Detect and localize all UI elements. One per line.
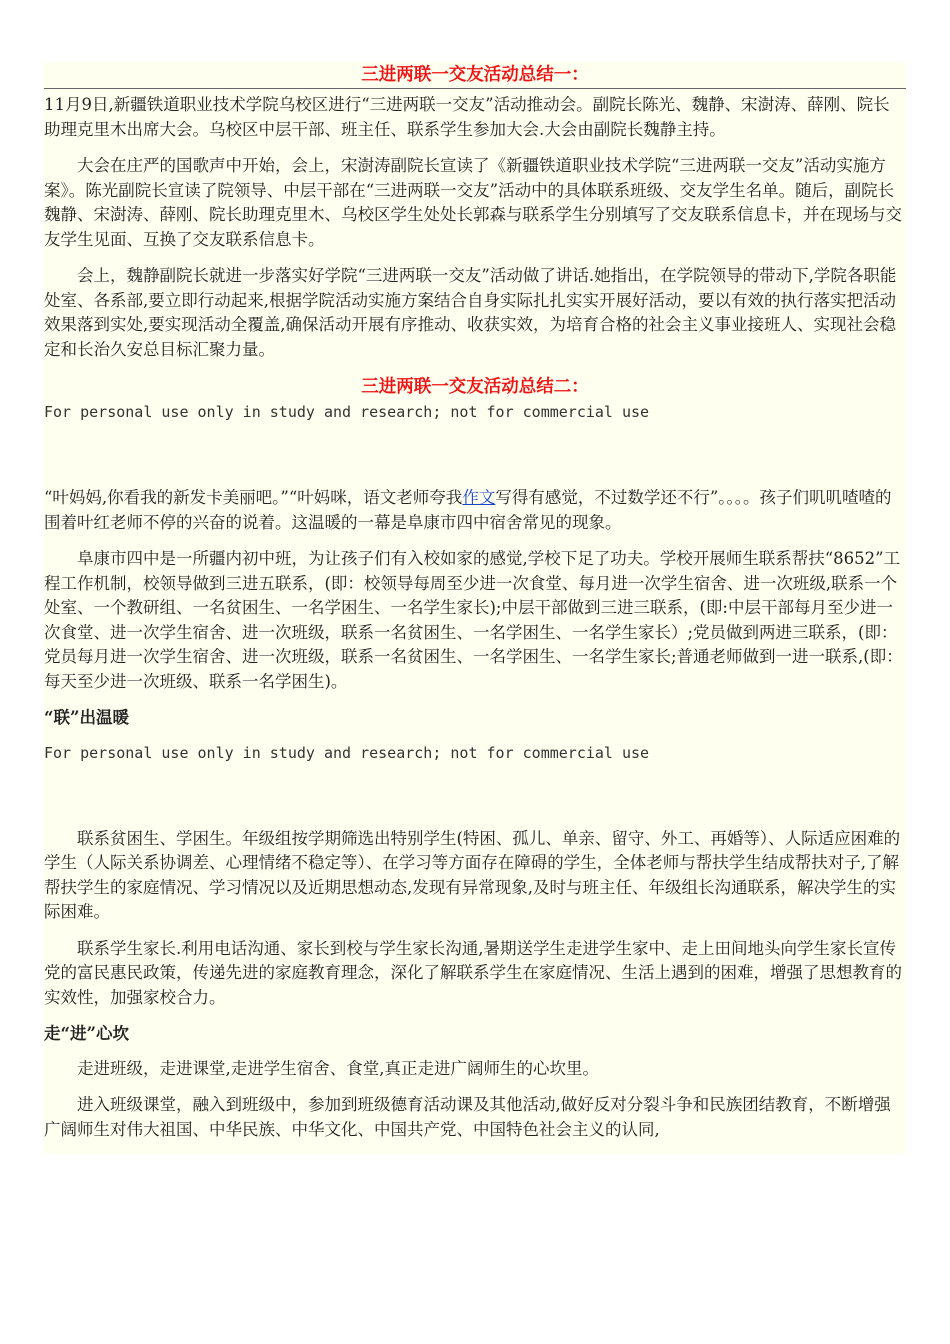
subheading-jin: 走“进”心坎	[44, 1024, 129, 1043]
jin-paragraph-2: 进入班级课堂，融入到班级中，参加到班级德育活动课及其他活动,做好反对分裂斗争和民族团结教育，不断增强广阔师生对伟大祖国、中华民族、中华文化、中国共产党、中国特色社会主义的认同,	[44, 1095, 891, 1139]
disclaimer-text-2: For personal use only in study and research; not for commercial use	[44, 743, 650, 762]
parents-paragraph: 联系学生家长.利用电话沟通、家长到校与学生家长沟通,暑期送学生走进学生家中、走上田间地头向学生家长宣传党的富民惠民政策，传递先进的家庭教育理念，深化了解联系学生在家庭情况、生活上遇到的困难，增强了思想教育的实效性，加强家校合力。	[44, 938, 902, 1007]
disclaimer-text: For personal use only in study and research; not for commercial use	[44, 403, 650, 421]
heading-divider	[44, 88, 906, 89]
section1-paragraph-1: 11月9日,新疆铁道职业技术学院乌校区进行“三进两联一交友”活动推动会。副院长陈光、魏静、宋澍涛、薛刚、院长助理克里木出席大会。乌校区中层干部、班主任、联系学生参加大会.大会由副院长魏静主持。	[44, 95, 890, 139]
poor-students-paragraph: 联系贫困生、学困生。年级组按学期筛选出特别学生(特困、孤儿、单亲、留守、外工、再婚等）、人际适应困难的学生（人际关系协调差、心理情绪不稳定等）、在学习等方面存在障碍的学生，全体老师与帮扶学生结成帮扶对子,了解帮扶学生的家庭情况、学习情况以及近期思想动态,发现有异常现象,及时与班主任、年级组长沟通联系，解决学生的实际困难。	[44, 828, 901, 921]
section1-heading: 三进两联一交友活动总结一：	[361, 65, 589, 85]
essay-link[interactable]: 作文	[462, 488, 496, 507]
document-page	[44, 62, 906, 1154]
quote-text-after: 写得有感觉，不过数学还不行”。。。。孩子们叽叽喳喳的围着叶红老师不停的兴奋的说着。这温暖的一幕是阜康市四中宿舍常见的现象。	[44, 488, 892, 532]
subheading-lian: “联”出温暖	[44, 708, 129, 727]
school-paragraph: 阜康市四中是一所疆内初中班，为让孩子们有入校如家的感觉,学校下足了功夫。学校开展师生联系帮扶“8652”工程工作机制，校领导做到三进五联系，(即：校领导每周至少进一次食堂、每月进一次学生宿舍、进一次班级,联系一个处室、一个教研组、一名贫困生、一名学困生、一名学生家长);中层干部做到三进三联系，(即:中层干部每月至少进一次食堂、进一次学生宿舍、进一次班级，联系一名贫困生、一名学困生、一名学生家长）;党员做到两进三联系，(即：党员每月进一次学生宿舍、进一次班级，联系一名贫困生、一名学困生、一名学生家长;普通老师做到一进一联系,(即：每天至少进一次班级、联系一名学困生)。	[44, 549, 903, 691]
section1-paragraph-2: 大会在庄严的国歌声中开始，会上，宋澍涛副院长宣读了《新疆铁道职业技术学院“三进两联一交友”活动实施方案》。陈光副院长宣读了院领导、中层干部在“三进两联一交友”活动中的具体联系班级、交友学生名单。随后，副院长魏静、宋澍涛、薛刚、院长助理克里木、乌校区学生处处长郭森与联系学生分别填写了交友联系信息卡，并在现场与交友学生见面、互换了交友联系信息卡。	[44, 156, 902, 249]
quote-paragraph	[44, 486, 906, 535]
section1-paragraph-3: 会上，魏静副院长就进一步落实好学院“三进两联一交友”活动做了讲话.她指出，在学院领导的带动下,学院各职能处室、各系部,要立即行动起来,根据学院活动实施方案结合自身实际扎扎实实开展好活动，要以有效的执行落实把活动效果落到实处,要实现活动全覆盖,确保活动开展有序推动、收获实效，为培育合格的社会主义事业接班人、实现社会稳定和长治久安总目标汇聚力量。	[44, 266, 897, 359]
quote-text-before: “叶妈妈,你看我的新发卡美丽吧。”“叶妈咪，语文老师夸我	[44, 488, 463, 507]
jin-paragraph-1: 走进班级，走进课堂,走进学生宿舍、食堂,真正走进广阔师生的心坎里。	[77, 1058, 599, 1078]
section2-heading: 三进两联一交友活动总结二：	[361, 377, 589, 397]
